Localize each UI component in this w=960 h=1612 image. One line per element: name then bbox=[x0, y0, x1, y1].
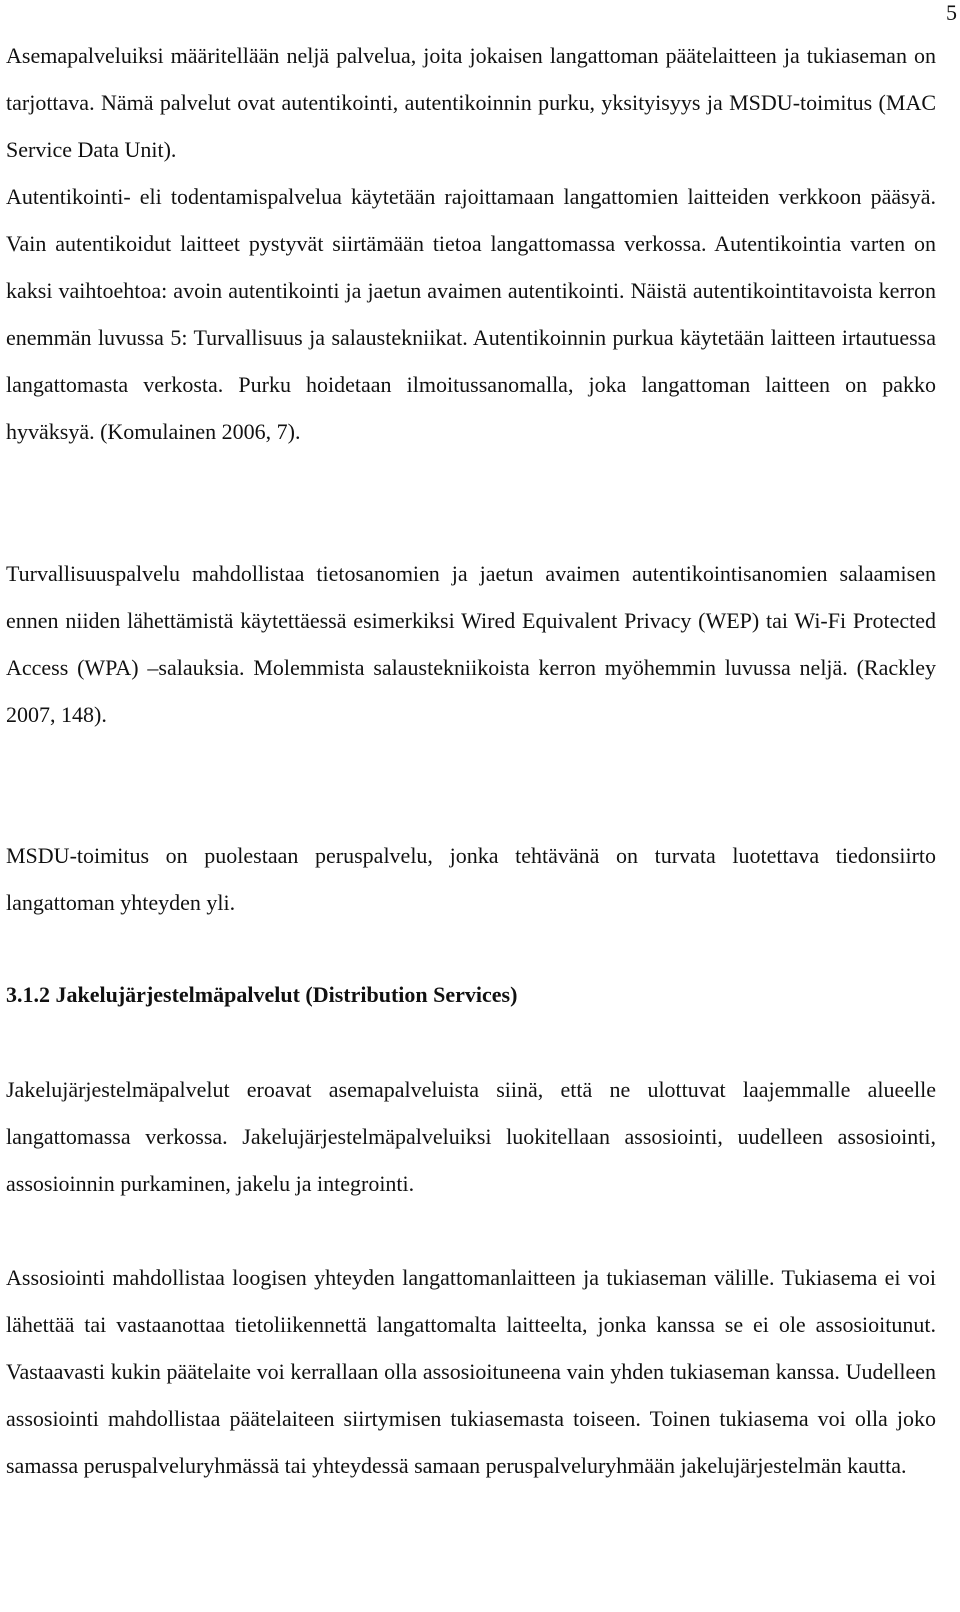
line: tiedonsiirto langattoman yhteyden yli. bbox=[6, 843, 937, 915]
line: MSDU-toimitus on puolestaan peruspalvelu, jonka tehtävänä on turvata luotettava bbox=[6, 843, 820, 868]
paragraph-assosiointi bbox=[6, 1254, 936, 1489]
paragraph-msdu-toimitus bbox=[6, 832, 936, 926]
line: Assosiointi mahdollistaa loogisen yhteyden langattomanlaitteen ja tukiaseman välille. bbox=[6, 1265, 775, 1290]
line: Turvallisuuspalvelu mahdollistaa tietosanomien ja jaetun avaimen bbox=[6, 561, 620, 586]
line: 148). bbox=[61, 702, 107, 727]
paragraph-turvallisuuspalvelu bbox=[6, 550, 936, 738]
line: langattomasta verkosta. Purku hoidetaan ilmoitussanomalla, joka langattoman laitteen bbox=[6, 372, 831, 397]
line: Jakelujärjestelmäpalvelut eroavat asemapalveluista siinä, että ne ulottuvat laajemmalle bbox=[6, 1077, 851, 1102]
line: kautta. bbox=[847, 1453, 907, 1478]
line: assosioituneena vain yhden tukiaseman kanssa. Uudelleen assosiointi mahdollistaa bbox=[6, 1359, 937, 1431]
line: Autentikointi- eli todentamispalvelua käytetään rajoittamaan langattomien laitteiden bbox=[6, 184, 770, 209]
line: Asemapalveluiksi määritellään neljä palvelua, joita jokaisen langattoman päätelaitteen bbox=[6, 43, 777, 68]
line: peruspalveluryhmässä tai yhteydessä samaan peruspalveluryhmään jakelujärjestelmän bbox=[83, 1453, 842, 1478]
line: Tukiasema ei voi lähettää tai vastaanottaa tietoliikennettä langattomalta laitteelta, bbox=[6, 1265, 937, 1337]
page-number: 5 bbox=[946, 0, 957, 25]
line: alueelle langattomassa verkossa. Jakelujärjestelmäpalveluiksi luokitellaan assosiointi, bbox=[6, 1077, 936, 1149]
line: uudelleen assosiointi, assosioinnin purkaminen, jakelu ja integrointi. bbox=[6, 1124, 936, 1196]
section-heading: 3.1.2 Jakelujärjestelmäpalvelut (Distribution Services) bbox=[6, 982, 518, 1007]
line: on pakko hyväksyä. (Komulainen 2006, 7). bbox=[6, 372, 937, 444]
line: autentikointisanomien salaamisen ennen niiden lähettämistä käytettäessä esimerkiksi bbox=[6, 561, 936, 633]
line: avaimen autentikointi. Näistä autentikointitavoista kerron enemmän luvussa 5: bbox=[6, 278, 936, 350]
line: Molemmista salaustekniikoista kerron myöhemmin luvussa neljä. (Rackley 2007, bbox=[6, 655, 937, 727]
line: ja tukiaseman on tarjottava. Nämä palvelut ovat autentikointi, autentikoinnin purku, bbox=[6, 43, 936, 115]
paragraph-asemapalvelut bbox=[6, 32, 936, 455]
line: yksityisyys ja MSDU-toimitus (MAC Service Data Unit). bbox=[6, 90, 937, 162]
line: Wired Equivalent Privacy (WEP) tai Wi-Fi Protected Access (WPA) –salauksia. bbox=[6, 608, 936, 680]
line: jonka kanssa se ei ole assosioitunut. Vastaavasti kukin päätelaite voi kerrallaan olla bbox=[6, 1312, 937, 1384]
paragraph-jakelujarjestelmapalvelut bbox=[6, 1066, 936, 1207]
line: päätelaiteen siirtymisen tukiasemasta toiseen. Toinen tukiasema voi olla joko samassa bbox=[6, 1406, 936, 1478]
line: verkossa. Autentikointia varten on kaksi vaihtoehtoa: avoin autentikointi ja jaetun bbox=[6, 231, 937, 303]
line: verkkoon pääsyä. Vain autentikoidut laitteet pystyvät siirtämään tietoa langattomassa bbox=[6, 184, 937, 256]
line: Turvallisuus ja salaustekniikat. Autentikoinnin purkua käytetään laitteen irtautuessa bbox=[193, 325, 936, 350]
